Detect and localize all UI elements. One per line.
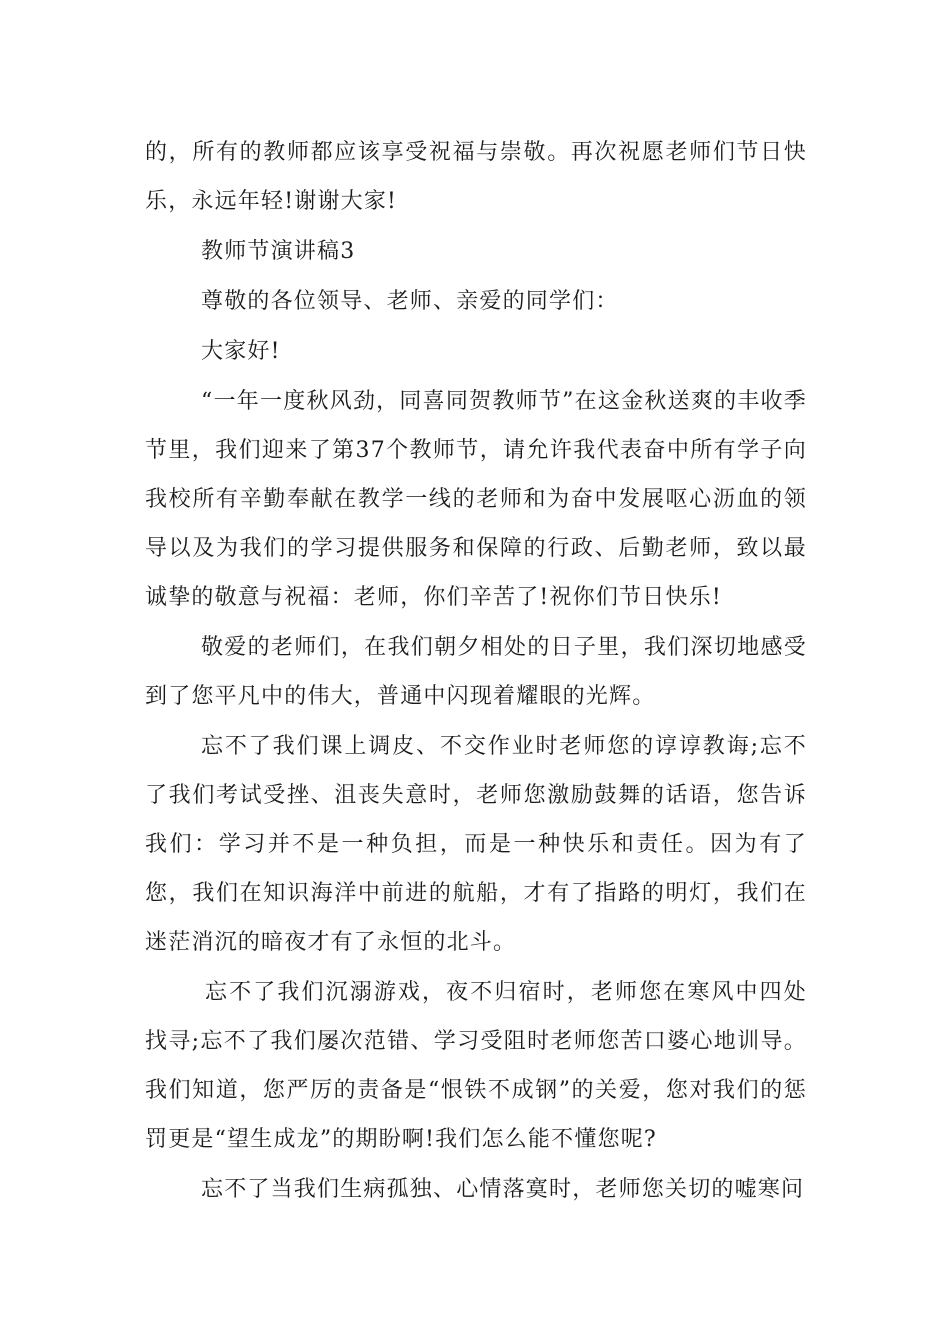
paragraph-1: 的，所有的教师都应该享受祝福与崇敬。再次祝愿老师们节日快乐，永远年轻!谢谢大家! <box>145 140 807 214</box>
paragraph-6: 忘不了当我们生病孤独、心情落寞时，老师您关切的嘘寒问 <box>201 1177 805 1202</box>
section-heading: 教师节演讲稿3 <box>201 239 356 264</box>
greeting: 大家好! <box>201 339 281 364</box>
paragraph-5: 忘不了我们沉溺游戏，夜不归宿时，老师您在寒风中四处找寻;忘不了我们屡次范错、学习受阻时老师您苦口婆心地训导。我们知道，您严厉的责备是“恨铁不成钢”的关爱，您对我们的惩罚更是“望生成龙”的期盼啊!我们怎么能不懂您呢? <box>145 980 807 1152</box>
paragraph-4: 忘不了我们课上调皮、不交作业时老师您的谆谆教诲;忘不了我们考试受挫、沮丧失意时，老师您激励鼓舞的话语，您告诉我们：学习并不是一种负担，而是一种快乐和责任。因为有了您，我们在知识海洋中前进的航船，才有了指路的明灯，我们在迷茫消沉的暗夜才有了永恒的北斗。 <box>145 734 807 955</box>
paragraph-3: 敬爱的老师们，在我们朝夕相处的日子里，我们深切地感受到了您平凡中的伟大，普通中闪现着耀眼的光辉。 <box>145 635 807 709</box>
document-body <box>145 128 807 1215</box>
salutation: 尊敬的各位领导、老师、亲爱的同学们： <box>201 289 619 314</box>
paragraph-2: “一年一度秋风劲，同喜同贺教师节”在这金秋送爽的丰收季节里，我们迎来了第37个教师节，请允许我代表奋中所有学子向我校所有辛勤奉献在教学一线的老师和为奋中发展呕心沥血的领导以及为我们的学习提供服务和保障的行政、后勤老师，致以最诚挚的敬意与祝福：老师，你们辛苦了!祝你们节日快乐! <box>145 389 807 610</box>
